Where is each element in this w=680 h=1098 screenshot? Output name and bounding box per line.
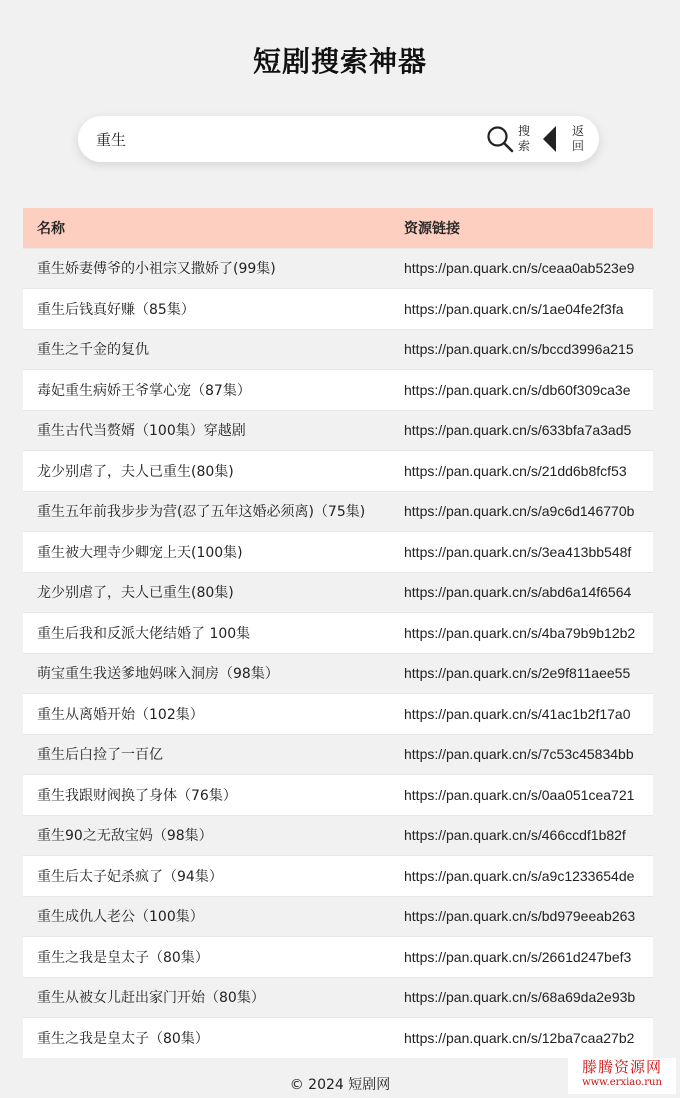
results-table <box>23 208 653 1058</box>
search-button-label: 搜索 <box>518 124 531 153</box>
table-row <box>23 937 653 978</box>
column-header-link: 资源链接 <box>390 208 653 248</box>
row-link[interactable]: https://pan.quark.cn/s/db60f309ca3e <box>390 370 653 411</box>
row-link[interactable]: https://pan.quark.cn/s/ceaa0ab523e9 <box>390 248 653 289</box>
row-title: 萌宝重生我送爹地妈咪入洞房（98集） <box>23 653 390 694</box>
row-title: 重生成仇人老公（100集） <box>23 896 390 937</box>
row-title: 龙少别虐了，夫人已重生(80集) <box>23 572 390 613</box>
row-title: 重生古代当赘婿（100集）穿越剧 <box>23 410 390 451</box>
back-button-label: 返回 <box>572 124 585 153</box>
row-link[interactable]: https://pan.quark.cn/s/0aa051cea721 <box>390 775 653 816</box>
row-link[interactable]: https://pan.quark.cn/s/abd6a14f6564 <box>390 572 653 613</box>
row-title: 重生后太子妃杀疯了（94集） <box>23 856 390 897</box>
row-link[interactable]: https://pan.quark.cn/s/41ac1b2f17a0 <box>390 694 653 735</box>
row-title: 重生之千金的复仇 <box>23 329 390 370</box>
row-link[interactable]: https://pan.quark.cn/s/7c53c45834bb <box>390 734 653 775</box>
row-title: 重生后我和反派大佬结婚了 100集 <box>23 613 390 654</box>
row-title: 重生五年前我步步为营(忍了五年这婚必须离)（75集) <box>23 491 390 532</box>
table-row <box>23 856 653 897</box>
table-row <box>23 410 653 451</box>
watermark-url: www.erxiao.run <box>582 1077 662 1088</box>
table-row <box>23 694 653 735</box>
row-link[interactable]: https://pan.quark.cn/s/2e9f811aee55 <box>390 653 653 694</box>
table-row <box>23 370 653 411</box>
row-title: 毒妃重生病娇王爷掌心宠（87集） <box>23 370 390 411</box>
row-title: 重生90之无敌宝妈（98集） <box>23 815 390 856</box>
row-link[interactable]: https://pan.quark.cn/s/68a69da2e93b <box>390 977 653 1018</box>
back-button[interactable] <box>542 122 592 156</box>
row-title: 重生从被女儿赶出家门开始（80集） <box>23 977 390 1018</box>
row-link[interactable]: https://pan.quark.cn/s/1ae04fe2f3fa <box>390 289 653 330</box>
row-title: 重生娇妻傅爷的小祖宗又撒娇了(99集) <box>23 248 390 289</box>
footer-copyright: © 2024 短剧网 <box>289 1077 391 1093</box>
row-link[interactable]: https://pan.quark.cn/s/12ba7caa27b2 <box>390 1018 653 1059</box>
search-input[interactable] <box>96 124 476 154</box>
row-link[interactable]: https://pan.quark.cn/s/a9c6d146770b <box>390 491 653 532</box>
row-title: 重生被大理寺少卿宠上天(100集) <box>23 532 390 573</box>
table-row <box>23 977 653 1018</box>
table-row <box>23 532 653 573</box>
page-title: 短剧搜索神器 <box>252 45 427 78</box>
row-link[interactable]: https://pan.quark.cn/s/466ccdf1b82f <box>390 815 653 856</box>
table-row <box>23 491 653 532</box>
row-title: 重生后白捡了一百亿 <box>23 734 390 775</box>
table-row <box>23 896 653 937</box>
row-link[interactable]: https://pan.quark.cn/s/a9c1233654de <box>390 856 653 897</box>
row-link[interactable]: https://pan.quark.cn/s/bd979eeab263 <box>390 896 653 937</box>
back-triangle-icon <box>542 125 558 153</box>
table-row <box>23 734 653 775</box>
search-bar <box>78 116 599 162</box>
table-row <box>23 329 653 370</box>
table-row <box>23 613 653 654</box>
row-link[interactable]: https://pan.quark.cn/s/21dd6b8fcf53 <box>390 451 653 492</box>
table-row <box>23 248 653 289</box>
row-link[interactable]: https://pan.quark.cn/s/2661d247bef3 <box>390 937 653 978</box>
row-title: 重生后钱真好赚（85集） <box>23 289 390 330</box>
row-title: 重生我跟财阀换了身体（76集） <box>23 775 390 816</box>
table-row <box>23 451 653 492</box>
row-link[interactable]: https://pan.quark.cn/s/bccd3996a215 <box>390 329 653 370</box>
table-row <box>23 775 653 816</box>
row-title: 重生之我是皇太子（80集） <box>23 937 390 978</box>
table-row <box>23 572 653 613</box>
row-title: 重生之我是皇太子（80集） <box>23 1018 390 1059</box>
row-link[interactable]: https://pan.quark.cn/s/633bfa7a3ad5 <box>390 410 653 451</box>
table-row <box>23 815 653 856</box>
table-row <box>23 289 653 330</box>
row-link[interactable]: https://pan.quark.cn/s/4ba79b9b12b2 <box>390 613 653 654</box>
watermark-logo <box>568 1058 676 1094</box>
table-row <box>23 653 653 694</box>
row-title: 重生从离婚开始（102集） <box>23 694 390 735</box>
search-icon <box>486 125 514 153</box>
search-button[interactable] <box>486 122 536 156</box>
column-header-name: 名称 <box>23 208 390 248</box>
watermark-title: 滕腾资源网 <box>581 1058 662 1076</box>
table-header-row <box>23 208 653 248</box>
row-title: 龙少别虐了，夫人已重生(80集) <box>23 451 390 492</box>
table-row <box>23 1018 653 1059</box>
row-link[interactable]: https://pan.quark.cn/s/3ea413bb548f <box>390 532 653 573</box>
